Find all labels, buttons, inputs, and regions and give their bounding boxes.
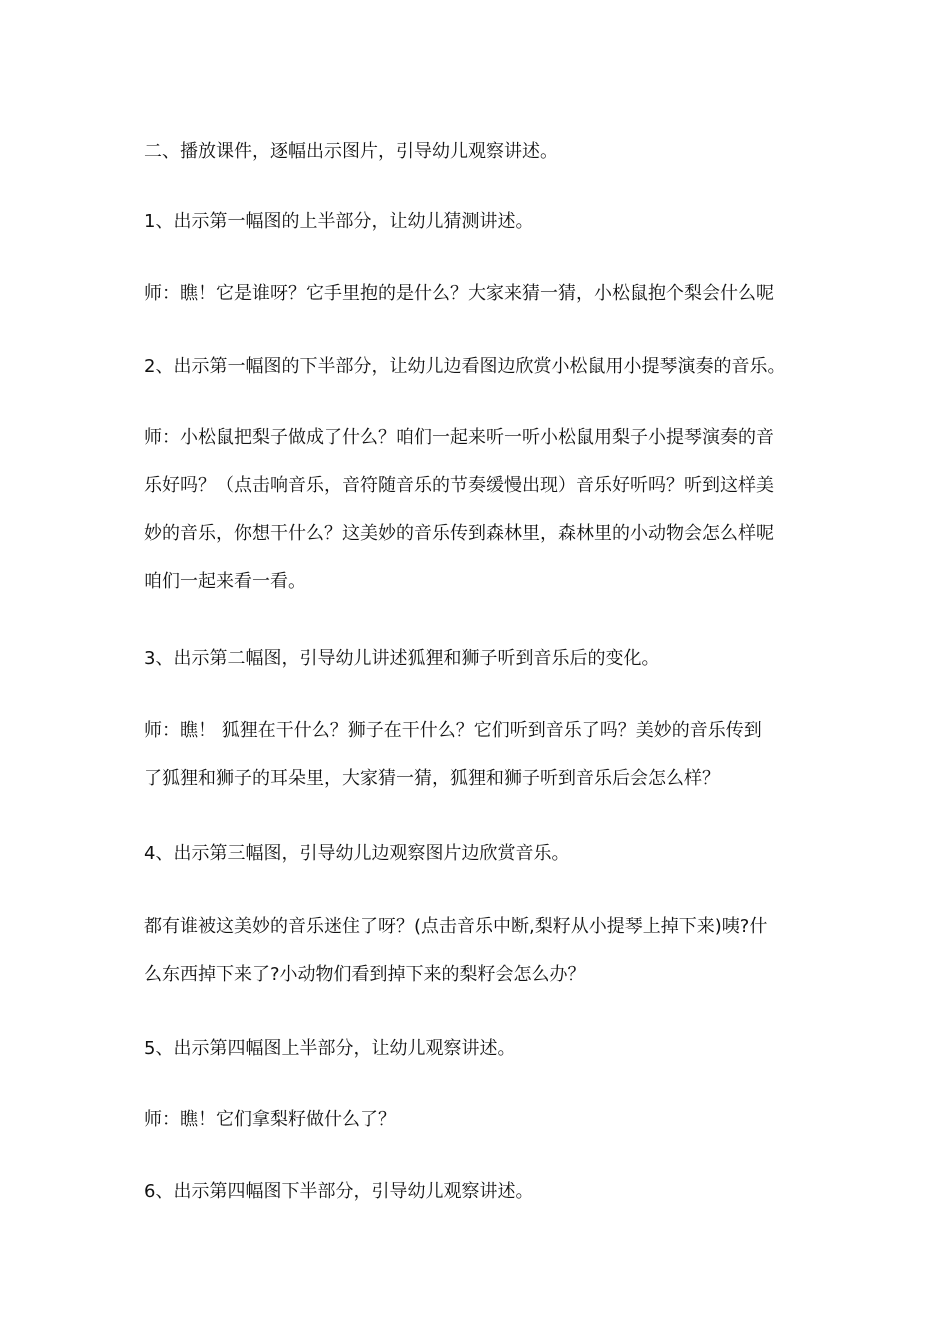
text-line: 了狐狸和狮子的耳朵里，大家猜一猜，狐狸和狮子听到音乐后会怎么样？ [144, 768, 720, 789]
text-line: 二、播放课件，逐幅出示图片，引导幼儿观察讲述。 [144, 141, 558, 162]
text-line: 师：瞧！它是谁呀？它手里抱的是什么？大家来猜一猜，小松鼠抱个梨会什么呢 [144, 283, 774, 304]
text-line: 6、出示第四幅图下半部分，引导幼儿观察讲述。 [144, 1181, 534, 1202]
paragraph-teacher-4 [144, 1096, 816, 1144]
text-line: 2、出示第一幅图的下半部分，让幼儿边看图边欣赏小松鼠用小提琴演奏的音乐。 [144, 356, 786, 377]
text-line: 5、出示第四幅图上半部分，让幼儿观察讲述。 [144, 1038, 516, 1059]
paragraph-step-4 [144, 830, 816, 878]
text-line: 么东西掉下来了?小动物们看到掉下来的梨籽会怎么办？ [144, 964, 586, 985]
paragraph-step-1 [144, 198, 816, 246]
paragraph-step-5 [144, 1025, 816, 1073]
text-line: 师：小松鼠把梨子做成了什么？咱们一起来听一听小松鼠用梨子小提琴演奏的音 [144, 427, 774, 448]
paragraph-step-6 [144, 1168, 816, 1216]
text-line: 师：瞧！ 狐狸在干什么？狮子在干什么？它们听到音乐了吗？美妙的音乐传到 [144, 720, 762, 741]
paragraph-step-3 [144, 635, 816, 683]
paragraph-teacher-1 [144, 270, 816, 318]
text-line: 1、出示第一幅图的上半部分，让幼儿猜测讲述。 [144, 211, 534, 232]
paragraph-music-interrupt [144, 903, 816, 999]
text-line: 妙的音乐，你想干什么？这美妙的音乐传到森林里，森林里的小动物会怎么样呢 [144, 523, 774, 544]
paragraph-teacher-2 [144, 414, 816, 606]
paragraph-step-2 [144, 343, 816, 391]
text-line: 3、出示第二幅图，引导幼儿讲述狐狸和狮子听到音乐后的变化。 [144, 648, 660, 669]
text-line: 4、出示第三幅图，引导幼儿边观察图片边欣赏音乐。 [144, 843, 570, 864]
paragraph-heading-step-two [144, 128, 816, 176]
text-line: 师：瞧！它们拿梨籽做什么了？ [144, 1109, 396, 1130]
paragraph-teacher-3 [144, 707, 816, 803]
text-line: 乐好吗？（点击响音乐，音符随音乐的节奏缓慢出现）音乐好听吗？听到这样美 [144, 475, 774, 496]
text-line: 咱们一起来看一看。 [144, 571, 306, 592]
text-line: 都有谁被这美妙的音乐迷住了呀？(点击音乐中断,梨籽从小提琴上掉下来)咦?什 [144, 916, 768, 937]
